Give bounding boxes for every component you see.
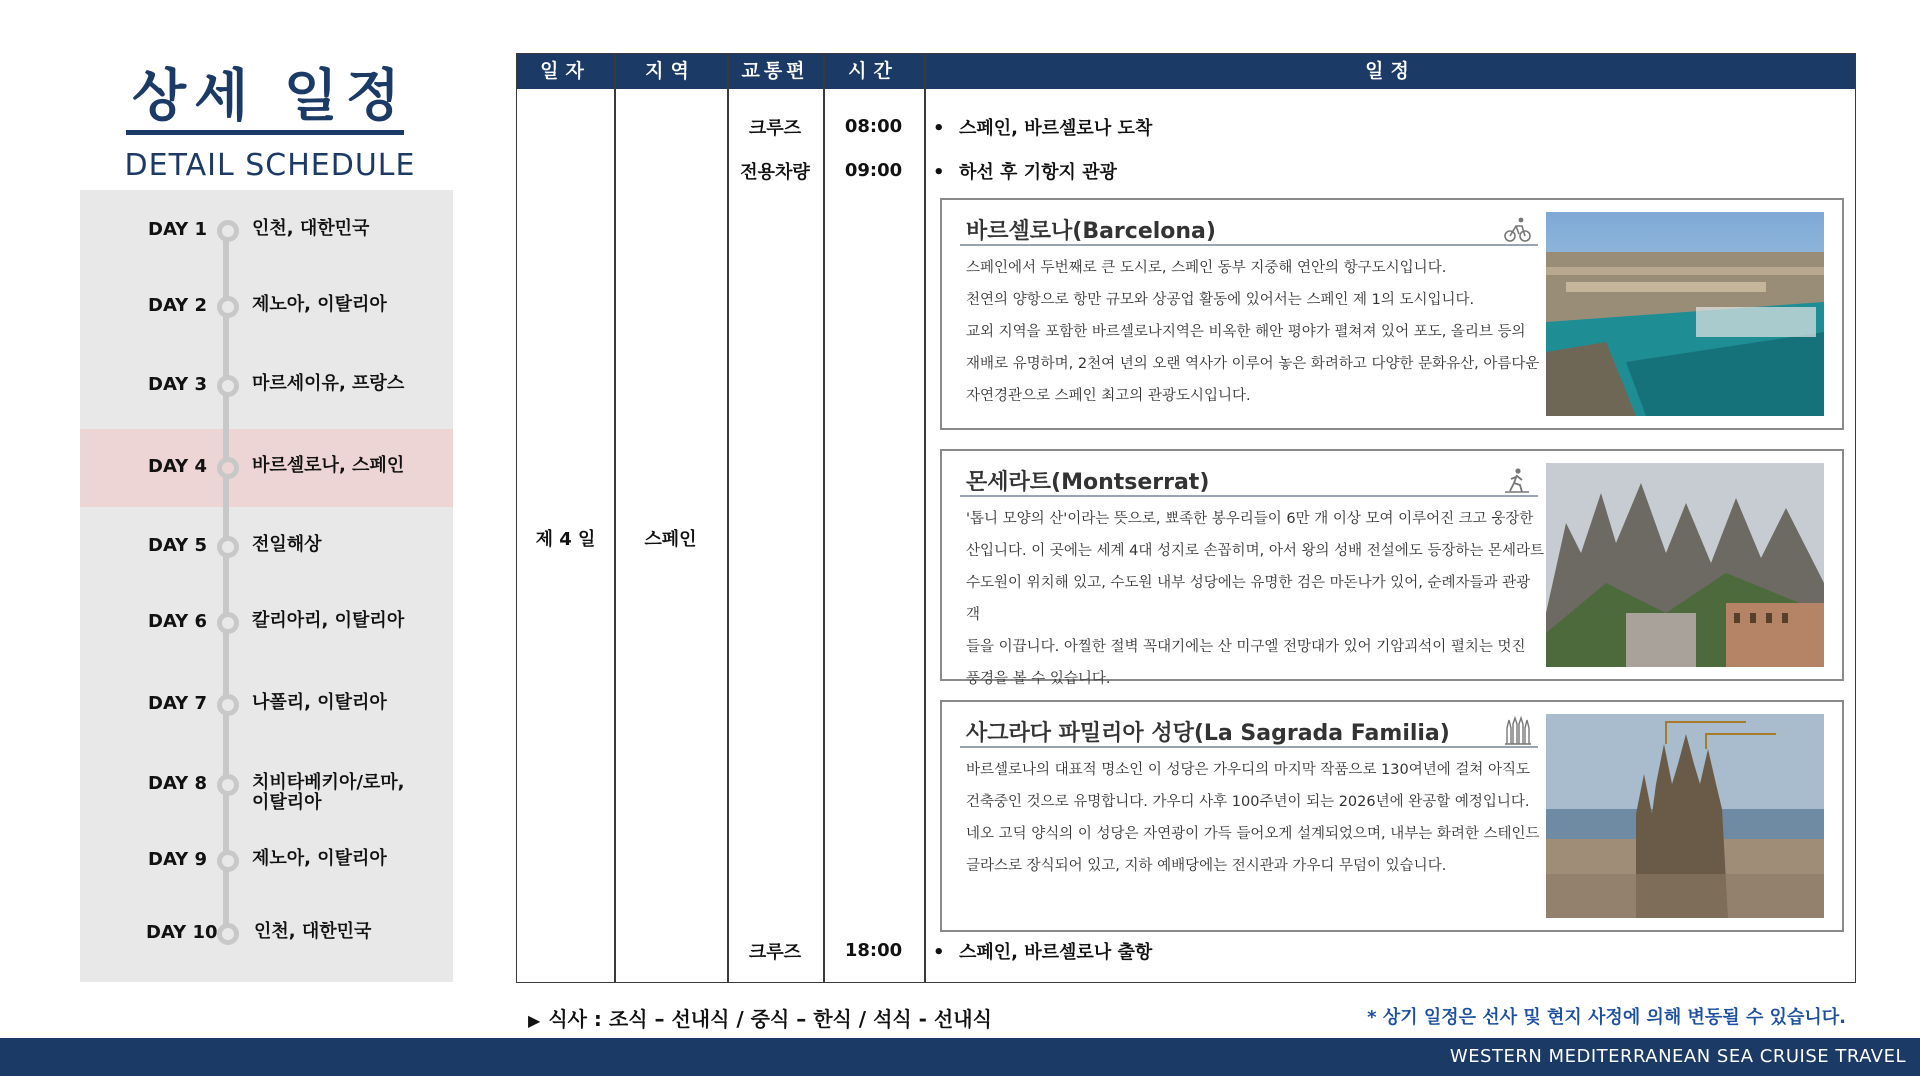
day-place: 전일해상 [252,534,322,555]
footer-bar [0,1038,1920,1076]
header-plan: 일정 [1365,60,1416,82]
day-label: DAY 7 [148,693,207,714]
day-label: DAY 1 [148,219,207,240]
schedule-item: • 하선 후 기항지 관광 [933,162,1117,183]
sagrada-familia-photo [1546,714,1824,918]
column-divider [823,54,825,982]
description-line: '톱니 모양의 산'이라는 뜻으로, 뾰족한 봉우리들이 6만 개 이상 모여 이루어진 크고 웅장한 [966,511,1534,527]
timeline-dot-icon [217,536,239,558]
description-line: 수도원이 위치해 있고, 수도원 내부 성당에는 유명한 검은 마돈나가 있어, 순례자들과 관광객 [966,575,1531,623]
day-place: 인천, 대한민국 [252,218,370,239]
cell-time: 08:00 [844,116,903,137]
schedule-table [516,53,1856,983]
day-item-10[interactable] [80,914,453,954]
description-line: 네오 고딕 양식의 이 성당은 자연광이 가득 들어오게 설계되었으며, 내부는 화려한 스테인드 [966,826,1540,842]
day-label: DAY 5 [148,535,207,556]
description-line: 건축중인 것으로 유명합니다. 가우디 사후 100주년이 되는 2026년에 완공할 예정입니다. [966,794,1530,810]
day-place: 제노아, 이탈리아 [252,848,387,869]
footer-text: WESTERN MEDITERRANEAN SEA CRUISE TRAVEL [1449,1046,1906,1067]
timeline-dot-icon [217,296,239,318]
timeline-dot-icon [217,923,239,945]
description-line: 바르셀로나의 대표적 명소인 이 성당은 가우디의 마지막 작품으로 130여년에 걸쳐 아직도 [966,762,1531,778]
cell-transport: 전용차량 [740,162,810,183]
day-label: DAY 4 [148,456,207,477]
sight-title: 몬세라트(Montserrat) [966,470,1210,495]
sight-description [966,252,1544,412]
sight-title-rule [960,495,1538,497]
description-line: 천연의 양항으로 항만 규모와 상공업 활동에 있어서는 스페인 제 1의 도시입니다. [966,292,1475,308]
description-line: 스페인에서 두번째로 큰 도시로, 스페인 동부 지중해 연안의 항구도시입니다. [966,260,1447,276]
sight-title-rule [960,746,1538,748]
schedule-notice: * 상기 일정은 선사 및 현지 사정에 의해 변동될 수 있습니다. [1367,1007,1846,1028]
meals-info [528,1003,992,1032]
day-item-4[interactable] [80,448,453,488]
day-item-2[interactable] [80,287,453,327]
sight-description [966,503,1544,695]
play-arrow-icon: ▶ [528,1011,541,1030]
day-place: 제노아, 이탈리아 [252,294,387,315]
description-line: 들을 이끕니다. 아찔한 절벽 꼭대기에는 산 미구엘 전망대가 있어 기암괴석이 펼치는 멋진 [966,639,1526,655]
day-label: DAY 10 [146,922,218,943]
schedule-text: 스페인, 바르셀로나 도착 [959,118,1153,139]
day-item-8[interactable] [80,765,453,815]
cell-region: 스페인 [644,529,697,550]
page-title-korean: 상세 일정 [132,64,408,129]
page-title-english: DETAIL SCHEDULE [124,148,416,183]
description-line: 글라스로 장식되어 있고, 지하 예배당에는 전시관과 가우디 무덤이 있습니다. [966,858,1447,874]
barcelona-photo [1546,212,1824,416]
sight-title: 사그라다 파밀리아 성당(La Sagrada Familia) [966,721,1450,746]
description-line: 자연경관으로 스페인 최고의 관광도시입니다. [966,388,1251,404]
sight-description [966,754,1544,882]
column-divider [727,54,729,982]
column-divider [614,54,616,982]
sight-title: 바르셀로나(Barcelona) [966,219,1216,244]
day-place: 마르세이유, 프랑스 [252,373,405,394]
day-label: DAY 6 [148,611,207,632]
timeline-dot-icon [217,375,239,397]
day-item-1[interactable] [80,211,453,251]
sight-card-barcelona [940,198,1844,430]
cell-time: 18:00 [844,940,903,961]
schedule-text: 스페인, 바르셀로나 출항 [959,942,1153,963]
meals-text: 식사 : 조식 – 선내식 / 중식 – 한식 / 석식 - 선내식 [548,1007,992,1031]
timeline-dot-icon [217,774,239,796]
sight-card-montserrat [940,449,1844,687]
day-label: DAY 3 [148,374,207,395]
day-item-7[interactable] [80,685,453,725]
title-underline [126,130,404,135]
day-place: 치비타베키아/로마, 이탈리아 [252,772,405,813]
cell-transport: 크루즈 [748,118,802,139]
sight-card-sagrada-familia [940,700,1844,932]
description-line: 교외 지역을 포함한 바르셀로나지역은 비옥한 해안 평야가 펼쳐져 있어 포도, 올리브 등의 [966,324,1526,340]
table-header-row [517,54,1855,89]
montserrat-photo [1546,463,1824,667]
hiker-icon [1502,465,1532,495]
cyclist-icon [1502,214,1532,244]
header-date: 일자 [540,60,591,82]
header-transport: 교통편 [741,60,809,82]
day-place: 칼리아리, 이탈리아 [252,610,405,631]
description-line: 산입니다. 이 곳에는 세계 4대 성지로 손꼽히며, 아서 왕의 성배 전설에도 등장하는 몬세라트 [966,543,1545,559]
timeline-line [223,232,229,935]
cell-day: 제 4 일 [535,529,596,550]
day-place: 나폴리, 이탈리아 [252,692,387,713]
sight-title-rule [960,244,1538,246]
header-time: 시간 [848,60,899,82]
day-label: DAY 2 [148,295,207,316]
day-label: DAY 9 [148,849,207,870]
timeline-dot-icon [217,457,239,479]
column-divider [924,54,926,982]
timeline-dot-icon [217,850,239,872]
day-place: 인천, 대한민국 [254,921,372,942]
header-region: 지역 [645,60,696,82]
description-line: 재배로 유명하며, 2천여 년의 오랜 역사가 이루어 놓은 화려하고 다양한 문화유산, 아름다운 [966,356,1540,372]
cathedral-icon [1502,716,1532,746]
day-item-5[interactable] [80,527,453,567]
day-place: 바르셀로나, 스페인 [252,455,405,476]
timeline-dot-icon [217,220,239,242]
day-label: DAY 8 [148,773,207,794]
day-item-3[interactable] [80,366,453,406]
cell-transport: 크루즈 [748,942,802,963]
day-item-6[interactable] [80,603,453,643]
schedule-item: • 스페인, 바르셀로나 출항 [933,942,1153,963]
timeline-dot-icon [217,612,239,634]
day-item-9[interactable] [80,841,453,881]
timeline-dot-icon [217,694,239,716]
cell-time: 09:00 [844,160,903,181]
schedule-item: • 스페인, 바르셀로나 도착 [933,118,1153,139]
schedule-text: 하선 후 기항지 관광 [959,162,1117,183]
description-line: 풍경을 볼 수 있습니다. [966,671,1111,687]
